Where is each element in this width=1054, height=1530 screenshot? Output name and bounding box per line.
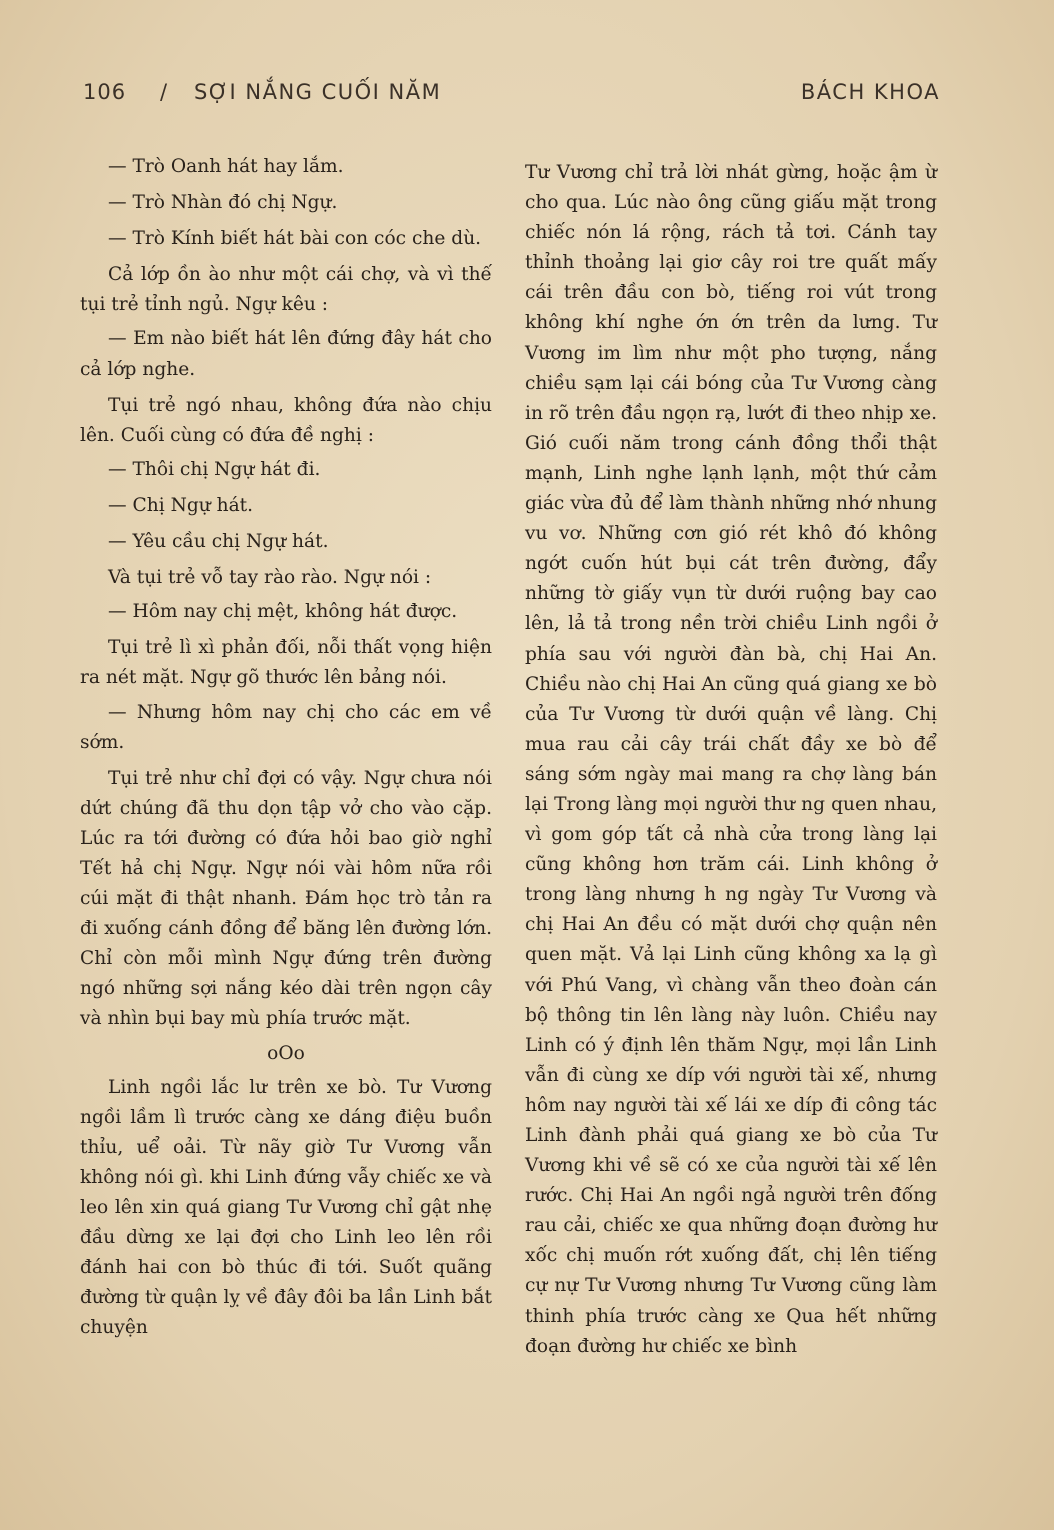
- magazine-name: BÁCH KHOA: [800, 80, 940, 104]
- paragraph: — Yêu cầu chị Ngự hát.: [108, 531, 329, 553]
- paragraph: — Em nào biết hát lên đứng đây hát cho cả lớp nghe.: [80, 328, 492, 380]
- paragraph: — Trò Nhàn đó chị Ngự.: [108, 192, 338, 214]
- paragraph: Tụi trẻ như chỉ đợi có vậy. Ngự chưa nói dứt chúng đã thu dọn tập vở cho vào cặp. Lúc ra tới đường có đứa hỏi bao giờ nghỉ Tết hả chị Ngự. Ngự nói vài hôm nữa rồi cúi mặt đi thật nhanh. Đám học trò tản ra đi xuống cánh đồng để băng lên đường lớn. Chỉ còn mỗi mình Ngự đứng trên đường ngó những sợi nắng kéo dài trên ngọn cây và nhìn bụi bay mù phía trước mặt.: [80, 767, 492, 1030]
- paragraph: Tụi trẻ ngó nhau, không đứa nào chịu lên. Cuối cùng có đứa đề nghị :: [80, 394, 492, 446]
- page-number: 106: [83, 80, 127, 104]
- paragraph: Và tụi trẻ vỗ tay rào rào. Ngự nói :: [108, 567, 432, 589]
- paragraph: — Chị Ngự hát.: [108, 494, 254, 516]
- paragraph: — Trò Oanh hát hay lắm.: [108, 156, 344, 177]
- paragraph: Cả lớp ồn ào như một cái chợ, và vì thế tụi trẻ tỉnh ngủ. Ngự kêu :: [80, 264, 492, 316]
- paragraph: Linh ngồi lắc lư trên xe bò. Tư Vương ngồi lầm lì trước càng xe dáng điệu buồn thỉu, uể oải. Từ nãy giờ Tư Vương vẫn không nói gì. khi Linh đứng vẫy chiếc xe và leo lên xin quá giang Tư Vương chỉ gật nhẹ đầu dừng xe lại đợi cho Linh leo lên rồi đánh hai con bò thúc đi tới. Suốt quãng đường từ quận lỵ về đây đôi ba lần Linh bắt chuyện: [80, 1076, 492, 1339]
- paragraph: — Hôm nay chị mệt, không hát được.: [108, 601, 458, 623]
- section-break: oOo: [267, 1042, 305, 1064]
- header-separator: /: [160, 80, 169, 104]
- paragraph: Tư Vương chỉ trả lời nhát gừng, hoặc ậm ừ cho qua. Lúc nào ông cũng giấu mặt trong chiếc nón lá rộng, rách tả tơi. Cánh tay thỉnh thoảng lại giơ cây roi tre quất mấy cái trên đầu con bò, tiếng roi vút trong không khí nghe ớn ớn trên da lưng. Tư Vương im lìm như một pho tượng, nắng chiều sạm lại cái bóng của Tư Vương càng in rõ trên đầu ngọn rạ, lướt đi theo nhịp xe. Gió cuối năm trong cánh đồng thổi thật mạnh, Linh nghe lạnh lạnh, một thứ cảm giác vừa đủ để làm thành những nhớ nhung vu vơ. Những cơn gió rét khô đó không ngớt cuốn hút bụi cát trên đường, đẩy những tờ giấy vụn từ dưới ruộng bay cao lên, lả tả trong nền trời chiều Linh ngồi ở phía sau với người đàn bà, chị Hai An. Chiều nào chị Hai An cũng quá giang xe bò của Tư Vương từ dưới quận về làng. Chị mua rau cải cây trái chất đầy xe bò để sáng sớm ngày mai mang ra chợ làng bán lại Trong làng mọi người thư ng quen nhau, vì gom góp tất cả nhà cửa trong làng lại cũng không hơn trăm cái. Linh không ở trong làng nhưng h ng ngày Tư Vương và chị Hai An đều có mặt dưới chợ quận nên quen mặt. Vả lại Linh cũng không xa lạ gì với Phú Vang, vì chàng vẫn theo đoàn cán bộ thông tin lên làng này luôn. Chiều nay Linh có ý định lên thăm Ngự, mọi lần Linh vẫn đi cùng xe díp với người tài xế, nhưng hôm nay người tài xế lái xe díp đi công tác Linh đành phải quá giang xe bò của Tư Vương khi về sẽ có xe của người tài xế lên rước. Chị Hai An ngồi ngả người trên đống rau cải, chiếc xe qua những đoạn đường hư xốc chị muốn rớt xuống đất, chị lên tiếng cự nự Tư Vương nhưng Tư Vương cũng làm thinh phía trước càng xe Qua hết những đoạn đường hư chiếc xe bình: [525, 162, 937, 1357]
- paragraph: — Thôi chị Ngự hát đi.: [108, 458, 321, 480]
- right-column: [525, 158, 937, 1362]
- paragraph: — Trò Kính biết hát bài con cóc che dù.: [108, 228, 482, 250]
- left-column: [80, 152, 492, 1347]
- story-title: SỢI NẮNG CUỐI NĂM: [194, 80, 442, 104]
- paragraph: Tụi trẻ lì xì phản đối, nỗi thất vọng hiện ra nét mặt. Ngự gõ thước lên bảng nói.: [80, 637, 492, 689]
- running-header: [80, 80, 940, 114]
- paragraph: — Nhưng hôm nay chị cho các em về sớm.: [80, 701, 492, 753]
